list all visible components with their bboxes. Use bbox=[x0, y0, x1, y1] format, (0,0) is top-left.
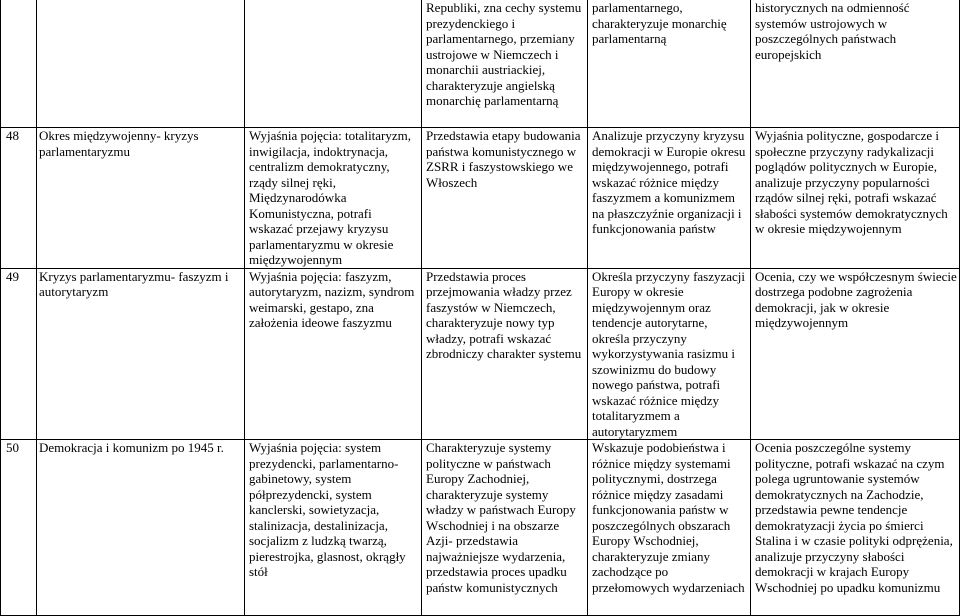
row-requirements-full: Ocenia poszczególne systemy polityczne, potrafi wskazać na czym polega ugruntowanie systemów demokratycznych na Zachodzie, przedstawia pewne tendencje demokratyzacji życia po śmierci Stalina i w czasie polityki odprężenia, analizuje przyczyny słabości demokracji w krajach Europy Wschodniej po upadku komunizmu bbox=[751, 440, 960, 616]
row-concepts: Wyjaśnia pojęcia: faszyzm, autorytaryzm, nazizm, syndrom weimarski, gestapo, zna założenia ideowe faszyzmu bbox=[245, 268, 422, 440]
row-number: 49 bbox=[1, 268, 37, 440]
row-topic: Kryzys parlamentaryzmu- faszyzm i autorytaryzm bbox=[37, 268, 245, 440]
row-requirements-full: Ocenia, czy we współczesnym świecie dostrzega podobne zagrożenia demokracji, jak w okresie międzywojennym bbox=[751, 268, 960, 440]
table-row bbox=[1, 268, 960, 440]
row-requirements-extended: Analizuje przyczyny kryzysu demokracji w Europie okresu międzywojennego, potrafi wskazać różnice między faszyzmem a komunizmem na płaszczyźnie organizacji i funkcjonowania państw bbox=[588, 128, 751, 269]
row-concepts: Wyjaśnia pojęcia: totalitaryzm, inwigilacja, indoktrynacja, centralizm demokratyczny, rządy silnej ręki, Międzynarodówka Komunistyczna, potrafi wskazać przejawy kryzysu parlamentaryzmu w okresie międzywojennym bbox=[245, 128, 422, 269]
row-topic: Demokracja i komunizm po 1945 r. bbox=[37, 440, 245, 616]
table-row bbox=[1, 0, 960, 128]
row-number bbox=[1, 0, 37, 128]
row-requirements-full: Wyjaśnia polityczne, gospodarcze i społeczne przyczyny radykalizacji poglądów politycznych w Europie, analizuje przyczyny popularności rządów silnej ręki, potrafi wskazać słabości systemów demokratycznych w okresie międzywojennym bbox=[751, 128, 960, 269]
row-topic: Okres międzywojenny- kryzys parlamentaryzmu bbox=[37, 128, 245, 269]
row-topic bbox=[37, 0, 245, 128]
row-requirements-basic: Przedstawia proces przejmowania władzy przez faszystów w Niemczech, charakteryzuje nowy typ władzy, potrafi wskazać zbrodniczy charakter systemu bbox=[422, 268, 588, 440]
table-row bbox=[1, 128, 960, 269]
row-number: 50 bbox=[1, 440, 37, 616]
row-requirements-extended: Określa przyczyny faszyzacji Europy w okresie międzywojennym oraz tendencje autorytarne, określa przyczyny wykorzystywania rasizmu i szowinizmu do budowy nowego państwa, potrafi wskazać różnice między totalitaryzmem a autorytaryzmem bbox=[588, 268, 751, 440]
row-requirements-basic: Republiki, zna cechy systemu prezydenckiego i parlamentarnego, przemiany ustrojowe w Niemczech i monarchii austriackiej, charakteryzuje angielską monarchię parlamentarną bbox=[422, 0, 588, 128]
row-requirements-extended: parlamentarnego, charakteryzuje monarchię parlamentarną bbox=[588, 0, 751, 128]
row-concepts bbox=[245, 0, 422, 128]
row-requirements-basic: Charakteryzuje systemy polityczne w państwach Europy Zachodniej, charakteryzuje systemy władzy w państwach Europy Wschodniej i na obszarze Azji- przedstawia najważniejsze wydarzenia, przedstawia proces upadku państw komunistycznych bbox=[422, 440, 588, 616]
row-number: 48 bbox=[1, 128, 37, 269]
row-requirements-extended: Wskazuje podobieństwa i różnice między systemami politycznymi, dostrzega różnice między zasadami funkcjonowania państw w poszczególnych obszarach Europy Wschodniej, charakteryzuje zmiany zachodzące po przełomowych wydarzeniach bbox=[588, 440, 751, 616]
row-requirements-basic: Przedstawia etapy budowania państwa komunistycznego w ZSRR i faszystowskiego we Włoszech bbox=[422, 128, 588, 269]
row-requirements-full: historycznych na odmienność systemów ustrojowych w poszczególnych państwach europejskich bbox=[751, 0, 960, 128]
row-concepts: Wyjaśnia pojęcia: system prezydencki, parlamentarno-gabinetowy, system półprezydencki, system kanclerski, sowietyzacja, stalinizacja, destalinizacja, socjalizm z ludzką twarzą, pierestrojka, glasnost, okrągły stół bbox=[245, 440, 422, 616]
table-row bbox=[1, 440, 960, 616]
